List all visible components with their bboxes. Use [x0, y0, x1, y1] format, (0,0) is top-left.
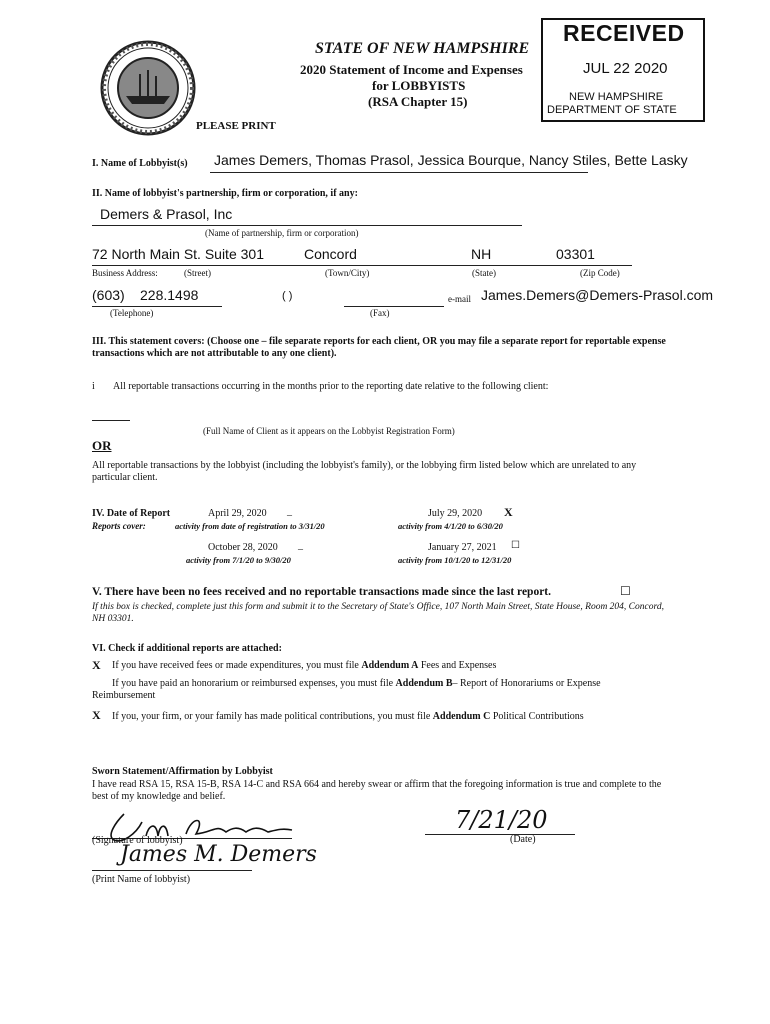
zip-caption: (Zip Code)	[580, 268, 620, 278]
town-caption: (Town/City)	[325, 268, 370, 278]
received-date: JUL 22 2020	[583, 60, 668, 77]
sworn-text: I have read RSA 15, RSA 15-B, RSA 14-C and RSA 664 and hereby swear or affirm that the foregoing information is true and complete to the best of my knowledge and belief.	[92, 779, 662, 802]
form-subtitle: 2020 Statement of Income and Expenses	[300, 62, 523, 77]
no-fees-heading: V. There have been no fees received and no reportable transactions made since the last report.	[92, 586, 552, 598]
addendum-a-pre: If you have received fees or made expenditures, you must file	[112, 660, 362, 671]
phone-caption: (Telephone)	[110, 308, 154, 318]
activity-q2: activity from 4/1/20 to 6/30/20	[398, 521, 503, 531]
report-date-label: IV. Date of Report	[92, 508, 171, 519]
addendum-b-name: Addendum B	[395, 678, 453, 689]
print-name[interactable]: James M. Demers	[120, 842, 317, 867]
addendum-c-pre: If you, your firm, or your family has made political contributions, you must file	[112, 711, 433, 722]
addendum-a-text	[112, 660, 496, 671]
no-fees-checkbox[interactable]: ☐	[620, 584, 631, 598]
state-caption: (State)	[472, 268, 496, 278]
fax-caption: (Fax)	[370, 308, 390, 318]
firm-field[interactable]: Demers & Prasol, Inc	[100, 206, 233, 222]
client-caption: (Full Name of Client as it appears on the Lobbyist Registration Form)	[203, 426, 455, 436]
addendum-b-post: – Report of Honorariums or Expense Reimbursement	[92, 678, 601, 701]
street-field[interactable]: 72 North Main St. Suite 301	[92, 246, 264, 262]
phone-field[interactable]: 228.1498	[140, 287, 199, 303]
date-q2-mark[interactable]: X	[504, 505, 513, 519]
form-title: STATE OF NEW HAMPSHIRE	[315, 40, 530, 57]
town-field[interactable]: Concord	[304, 246, 357, 262]
date-q4[interactable]: January 27, 2021	[428, 542, 497, 553]
firm-label: II. Name of lobbyist's partnership, firm or corporation, if any:	[92, 188, 358, 199]
date-q1-mark[interactable]: _	[287, 506, 292, 517]
activity-q1: activity from date of registration to 3/31/20	[175, 521, 325, 531]
date-q1[interactable]: April 29, 2020	[208, 508, 267, 519]
date-q3-mark[interactable]: _	[298, 540, 303, 551]
sworn-heading: Sworn Statement/Affirmation by Lobbyist	[92, 766, 273, 777]
option2-text: All reportable transactions by the lobbyist (including the lobbyist's family), or the lobbying firm listed below which are unrelated to any particular client.	[92, 460, 637, 483]
or-label: OR	[92, 438, 112, 453]
activity-q4: activity from 10/1/20 to 12/31/20	[398, 555, 512, 565]
received-office-2: DEPARTMENT OF STATE	[547, 104, 677, 116]
coverage-heading: III. This statement covers: (Choose one – file separate reports for each client, OR you may file a separate report for reportable expense transactions which are not attributable to any one client).	[92, 336, 666, 359]
firm-caption: (Name of partnership, firm or corporation)	[205, 228, 359, 238]
option1-text: All reportable transactions occurring in the months prior to the reporting date relative to the following client:	[113, 381, 549, 392]
business-caption: Business Address:	[92, 268, 158, 278]
activity-q3: activity from 7/1/20 to 9/30/20	[186, 555, 291, 565]
date-caption: (Date)	[510, 834, 536, 845]
addendum-a-post: Fees and Expenses	[418, 660, 497, 671]
received-label: RECEIVED	[563, 20, 685, 46]
date-q3[interactable]: October 28, 2020	[208, 542, 278, 553]
please-print: PLEASE PRINT	[196, 120, 276, 132]
addendum-b-text	[92, 678, 652, 702]
option1-checkbox[interactable]: i	[92, 381, 95, 392]
email-label: e-mail	[448, 294, 471, 304]
lobbyist-name-label: I. Name of Lobbyist(s)	[92, 158, 188, 169]
received-stamp	[541, 18, 705, 122]
no-fees-note: If this box is checked, complete just this form and submit it to the Secretary of State's Office, 107 North Main Street, State House, Room 204, Concord, NH 03301.	[92, 602, 664, 624]
street-caption: (Street)	[184, 268, 211, 278]
state-seal	[100, 40, 196, 136]
area-code: 603	[96, 287, 121, 303]
addendum-a-name: Addendum A	[361, 660, 419, 671]
addendum-c-post: Political Contributions	[490, 711, 584, 722]
reports-cover-label: Reports cover:	[92, 521, 146, 531]
signature-caption: (Signature of lobbyist)	[92, 835, 183, 846]
print-name-caption: (Print Name of lobbyist)	[92, 874, 191, 885]
date-q4-mark[interactable]: ☐	[511, 540, 520, 551]
additional-reports-heading: VI. Check if additional reports are attached:	[92, 643, 282, 654]
fax-field[interactable]: ( )	[282, 290, 293, 302]
addendum-c-text	[112, 711, 584, 722]
addendum-c-checkbox[interactable]: X	[92, 708, 101, 722]
signature-date[interactable]: 7/21/20	[455, 806, 548, 834]
zip-field[interactable]: 03301	[556, 246, 595, 262]
form-subtitle-2: for LOBBYISTS	[372, 78, 466, 93]
form-subtitle-3: (RSA Chapter 15)	[368, 94, 468, 109]
addendum-c-name: Addendum C	[432, 711, 491, 722]
lobbyist-name-field[interactable]: James Demers, Thomas Prasol, Jessica Bourque, Nancy Stiles, Bette Lasky	[214, 152, 688, 168]
email-field[interactable]: James.Demers@Demers-Prasol.com	[481, 287, 714, 303]
received-office-1: NEW HAMPSHIRE	[569, 91, 664, 103]
date-q2[interactable]: July 29, 2020	[428, 508, 483, 519]
addendum-a-checkbox[interactable]: X	[92, 658, 101, 672]
addendum-b-pre: If you have paid an honorarium or reimbursed expenses, you must file	[112, 678, 396, 689]
state-field[interactable]: NH	[471, 246, 492, 262]
area-code-field[interactable]: (603)	[92, 287, 125, 303]
